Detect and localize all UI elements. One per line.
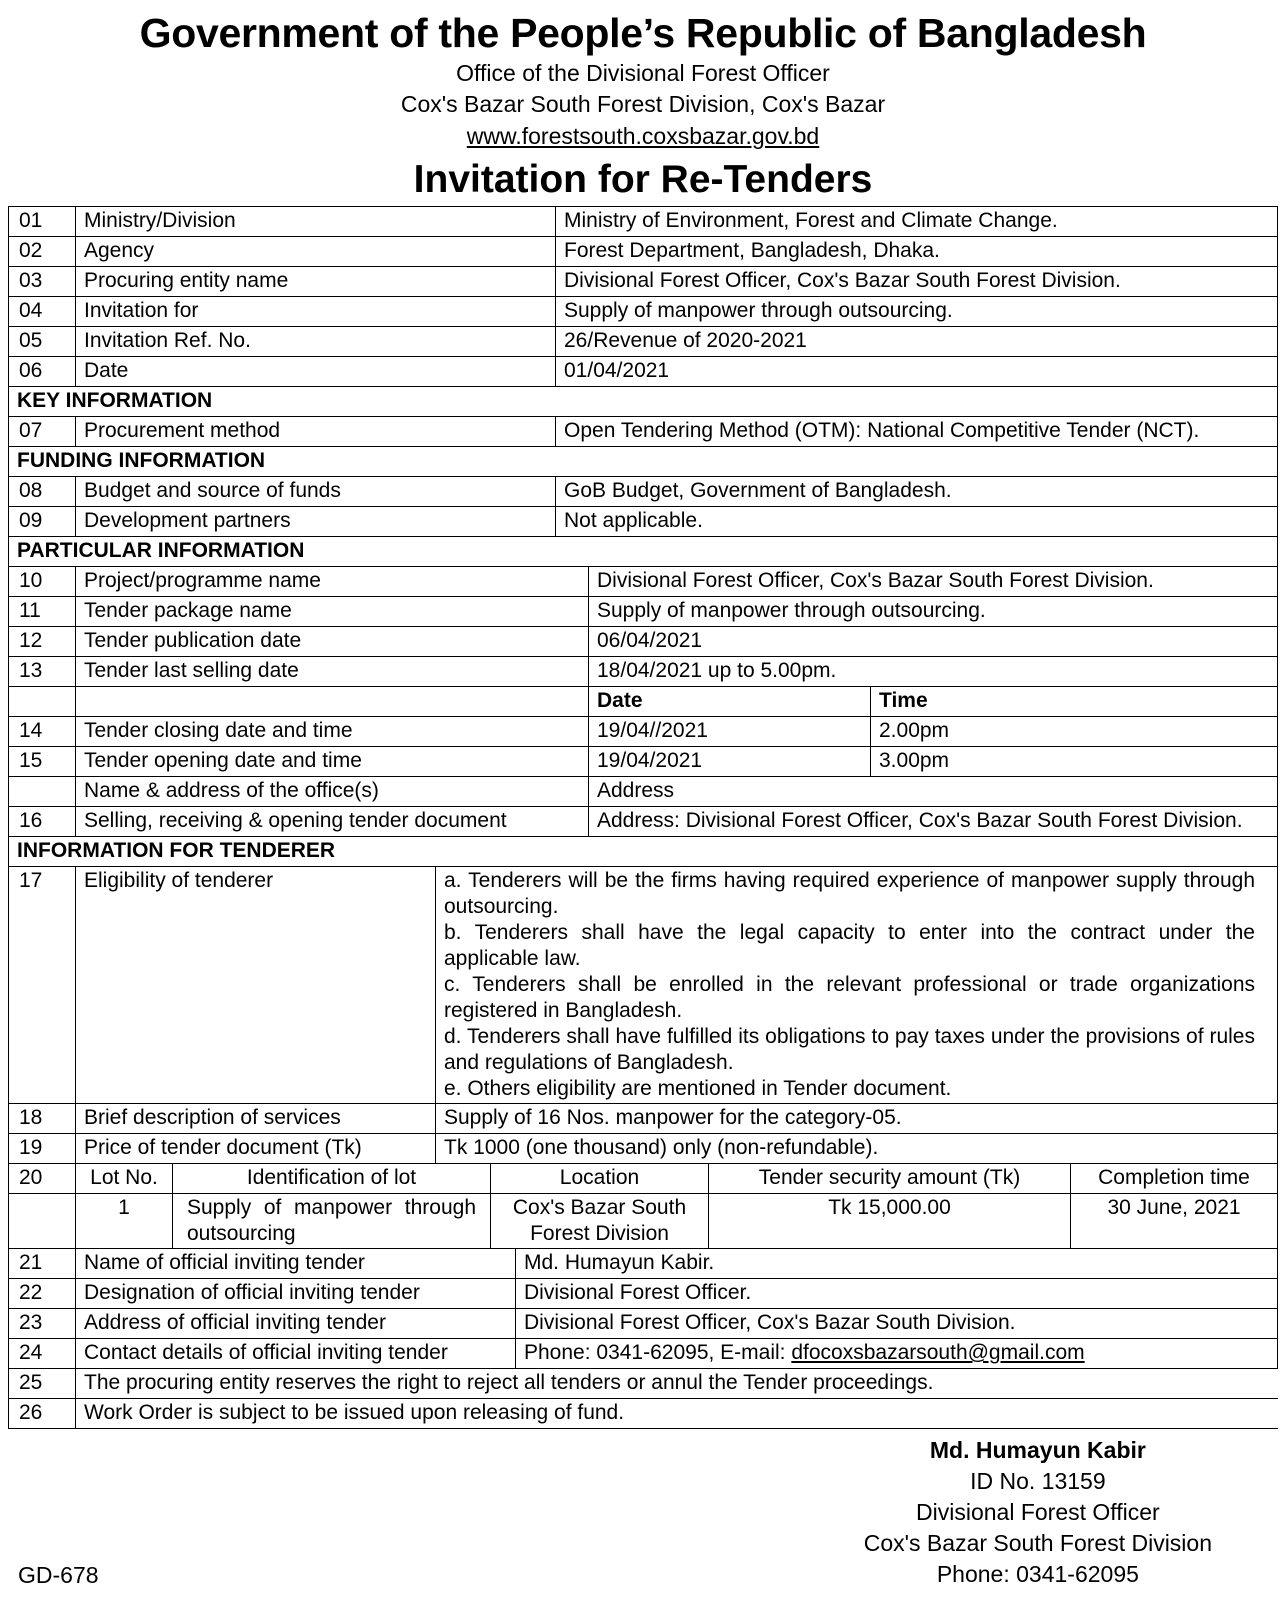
table-row [9, 1279, 1278, 1309]
time-header: Time [871, 687, 1278, 717]
row-number: 17 [9, 867, 76, 1104]
row-label: Date [76, 357, 556, 387]
row-label: Procurement method [76, 417, 556, 447]
row-value: Divisional Forest Officer, Cox's Bazar South Forest Division. [556, 267, 1278, 297]
table-row [9, 207, 1278, 237]
empty-cell [76, 687, 589, 717]
lot-completion: 30 June, 2021 [1071, 1194, 1278, 1249]
table-row [9, 627, 1278, 657]
row-number: 16 [9, 807, 76, 837]
row-text: Work Order is subject to be issued upon releasing of fund. [76, 1399, 1278, 1429]
row-value: Supply of 16 Nos. manpower for the category-05. [436, 1104, 1278, 1134]
lot-identification: Supply of manpower through outsourcing [173, 1194, 491, 1249]
row-number: 11 [9, 597, 76, 627]
lot-number: 1 [76, 1194, 173, 1249]
table-row [9, 327, 1278, 357]
division-name: Cox's Bazar South Forest Division, Cox's Bazar [400, 91, 886, 117]
lot-row [9, 1194, 1278, 1249]
particular-information-heading: PARTICULAR INFORMATION [9, 537, 1278, 567]
row-value: Supply of manpower through outsourcing. [556, 297, 1278, 327]
table-row [9, 567, 1278, 597]
lot-no-header: Lot No. [76, 1164, 173, 1194]
row-number: 26 [9, 1399, 76, 1429]
contact-email-link[interactable]: dfocoxsbazarsouth@gmail.com [791, 1341, 1085, 1364]
table-row [9, 357, 1278, 387]
security-amount-header: Tender security amount (Tk) [709, 1164, 1071, 1194]
lot-table [8, 1163, 1278, 1249]
row-value: Address [589, 777, 1278, 807]
table-row [9, 1249, 1278, 1279]
row-number: 20 [9, 1164, 76, 1194]
table-row [9, 1369, 1278, 1399]
row-number: 10 [9, 567, 76, 597]
table-row [9, 267, 1278, 297]
row-number: 19 [9, 1134, 76, 1164]
government-title: Government of the People’s Republic of Bangladesh [139, 10, 1147, 56]
footer-code: GD-678 [18, 1562, 99, 1588]
table-row [9, 807, 1278, 837]
opening-time: 3.00pm [871, 747, 1278, 777]
empty-cell [9, 1194, 76, 1249]
row-number: 12 [9, 627, 76, 657]
table-row [9, 747, 1278, 777]
row-text: The procuring entity reserves the right to reject all tenders or annul the Tender proceedings. [76, 1369, 1278, 1399]
website-link[interactable]: www.forestsouth.coxsbazar.gov.bd [466, 123, 820, 149]
signatory-name: Md. Humayun Kabir [929, 1437, 1146, 1463]
lot-security-amount: Tk 15,000.00 [709, 1194, 1071, 1249]
row-number: 01 [9, 207, 76, 237]
row-label: Tender closing date and time [76, 717, 589, 747]
table-row [9, 1309, 1278, 1339]
contact-phone: Phone: 0341-62095, E-mail: [524, 1341, 792, 1364]
table-row [9, 867, 1278, 1104]
table-row [9, 507, 1278, 537]
row-number: 08 [9, 477, 76, 507]
row-label: Project/programme name [76, 567, 589, 597]
section-heading-row [9, 387, 1278, 417]
row-label: Tender publication date [76, 627, 589, 657]
row-number: 06 [9, 357, 76, 387]
table-row [9, 477, 1278, 507]
datetime-header-row [9, 687, 1278, 717]
table-row [9, 1399, 1278, 1429]
section-heading-row [9, 537, 1278, 567]
tender-notice [8, 0, 1278, 1429]
row-value: Ministry of Environment, Forest and Climate Change. [556, 207, 1278, 237]
row-number: 25 [9, 1369, 76, 1399]
row-label: Price of tender document (Tk) [76, 1134, 436, 1164]
table-row [9, 777, 1278, 807]
table-row [9, 237, 1278, 267]
office-name: Office of the Divisional Forest Officer [456, 60, 830, 86]
eligibility-list [436, 867, 1278, 1104]
row-number: 05 [9, 327, 76, 357]
row-value: 26/Revenue of 2020-2021 [556, 327, 1278, 357]
row-number: 18 [9, 1104, 76, 1134]
list-item: d. Tenderers shall have fulfilled its obligations to pay taxes under the provisions of rules and regulations of Bangladesh. [444, 1025, 1255, 1074]
notice-title: Invitation for Re-Tenders [413, 158, 873, 201]
row-value: Divisional Forest Officer, Cox's Bazar South Forest Division. [589, 567, 1278, 597]
lot-header-row [9, 1164, 1278, 1194]
tenderer-information-heading: INFORMATION FOR TENDERER [9, 837, 1278, 867]
row-number: 22 [9, 1279, 76, 1309]
row-label: Tender package name [76, 597, 589, 627]
section-heading-row [9, 447, 1278, 477]
particular-info-table [8, 566, 1278, 867]
signatory-division: Cox's Bazar South Forest Division [863, 1530, 1212, 1556]
empty-cell [9, 777, 76, 807]
table-row [9, 1134, 1278, 1164]
table-row [9, 657, 1278, 687]
closing-time: 2.00pm [871, 717, 1278, 747]
opening-date: 19/04/2021 [589, 747, 871, 777]
row-label: Development partners [76, 507, 556, 537]
row-label: Brief description of services [76, 1104, 436, 1134]
official-info-table [8, 1248, 1278, 1429]
header [8, 8, 1278, 206]
identification-header: Identification of lot [173, 1164, 491, 1194]
table-row [9, 1339, 1278, 1369]
row-number: 24 [9, 1339, 76, 1369]
table-row [9, 297, 1278, 327]
list-item: e. Others eligibility are mentioned in Tender document. [444, 1077, 952, 1100]
section-heading-row [9, 837, 1278, 867]
list-item: a. Tenderers will be the firms having required experience of manpower supply through outsourcing. [444, 869, 1255, 918]
table-row [9, 1104, 1278, 1134]
closing-date: 19/04//2021 [589, 717, 871, 747]
list-item: c. Tenderers shall be enrolled in the relevant professional or trade organizations registered in Bangladesh. [444, 973, 1255, 1022]
lot-location: Cox's Bazar South Forest Division [491, 1194, 709, 1249]
row-value: 01/04/2021 [556, 357, 1278, 387]
date-header: Date [589, 687, 871, 717]
row-number: 21 [9, 1249, 76, 1279]
row-label: Contact details of official inviting tender [76, 1339, 516, 1369]
row-label: Name & address of the office(s) [76, 777, 589, 807]
tenderer-info-table [8, 866, 1278, 1164]
row-value: 06/04/2021 [589, 627, 1278, 657]
contact-details [516, 1339, 1278, 1369]
row-number: 03 [9, 267, 76, 297]
row-number: 13 [9, 657, 76, 687]
row-label: Ministry/Division [76, 207, 556, 237]
row-label: Invitation for [76, 297, 556, 327]
completion-header: Completion time [1071, 1164, 1278, 1194]
row-value: GoB Budget, Government of Bangladesh. [556, 477, 1278, 507]
row-value: Tk 1000 (one thousand) only (non-refundable). [436, 1134, 1278, 1164]
row-number: 15 [9, 747, 76, 777]
location-header: Location [491, 1164, 709, 1194]
row-number: 23 [9, 1309, 76, 1339]
table-row [9, 597, 1278, 627]
general-info-table [8, 206, 1278, 567]
row-value: 18/04/2021 up to 5.00pm. [589, 657, 1278, 687]
row-value: Not applicable. [556, 507, 1278, 537]
row-label: Budget and source of funds [76, 477, 556, 507]
row-number: 07 [9, 417, 76, 447]
row-label: Selling, receiving & opening tender document [76, 807, 589, 837]
row-label: Address of official inviting tender [76, 1309, 516, 1339]
row-label: Name of official inviting tender [76, 1249, 516, 1279]
row-label: Tender last selling date [76, 657, 589, 687]
empty-cell [9, 687, 76, 717]
row-value: Address: Divisional Forest Officer, Cox's Bazar South Forest Division. [589, 807, 1278, 837]
row-number: 04 [9, 297, 76, 327]
funding-information-heading: FUNDING INFORMATION [9, 447, 1278, 477]
row-label: Eligibility of tenderer [76, 867, 436, 1104]
row-value: Supply of manpower through outsourcing. [589, 597, 1278, 627]
row-value: Md. Humayun Kabir. [516, 1249, 1278, 1279]
row-value: Divisional Forest Officer, Cox's Bazar South Division. [516, 1309, 1278, 1339]
row-label: Designation of official inviting tender [76, 1279, 516, 1309]
table-row [9, 417, 1278, 447]
key-information-heading: KEY INFORMATION [9, 387, 1278, 417]
signatory-designation: Divisional Forest Officer [916, 1499, 1160, 1525]
row-number: 09 [9, 507, 76, 537]
list-item: b. Tenderers shall have the legal capacity to enter into the contract under the applicable law. [444, 921, 1255, 970]
signatory-phone: Phone: 0341-62095 [936, 1561, 1139, 1587]
row-label: Agency [76, 237, 556, 267]
signature-block [864, 1435, 1212, 1590]
signatory-id: ID No. 13159 [970, 1468, 1106, 1494]
row-label: Procuring entity name [76, 267, 556, 297]
row-number: 02 [9, 237, 76, 267]
row-value: Divisional Forest Officer. [516, 1279, 1278, 1309]
row-number: 14 [9, 717, 76, 747]
row-label: Invitation Ref. No. [76, 327, 556, 357]
row-value: Open Tendering Method (OTM): National Competitive Tender (NCT). [556, 417, 1278, 447]
table-row [9, 717, 1278, 747]
row-value: Forest Department, Bangladesh, Dhaka. [556, 237, 1278, 267]
row-label: Tender opening date and time [76, 747, 589, 777]
